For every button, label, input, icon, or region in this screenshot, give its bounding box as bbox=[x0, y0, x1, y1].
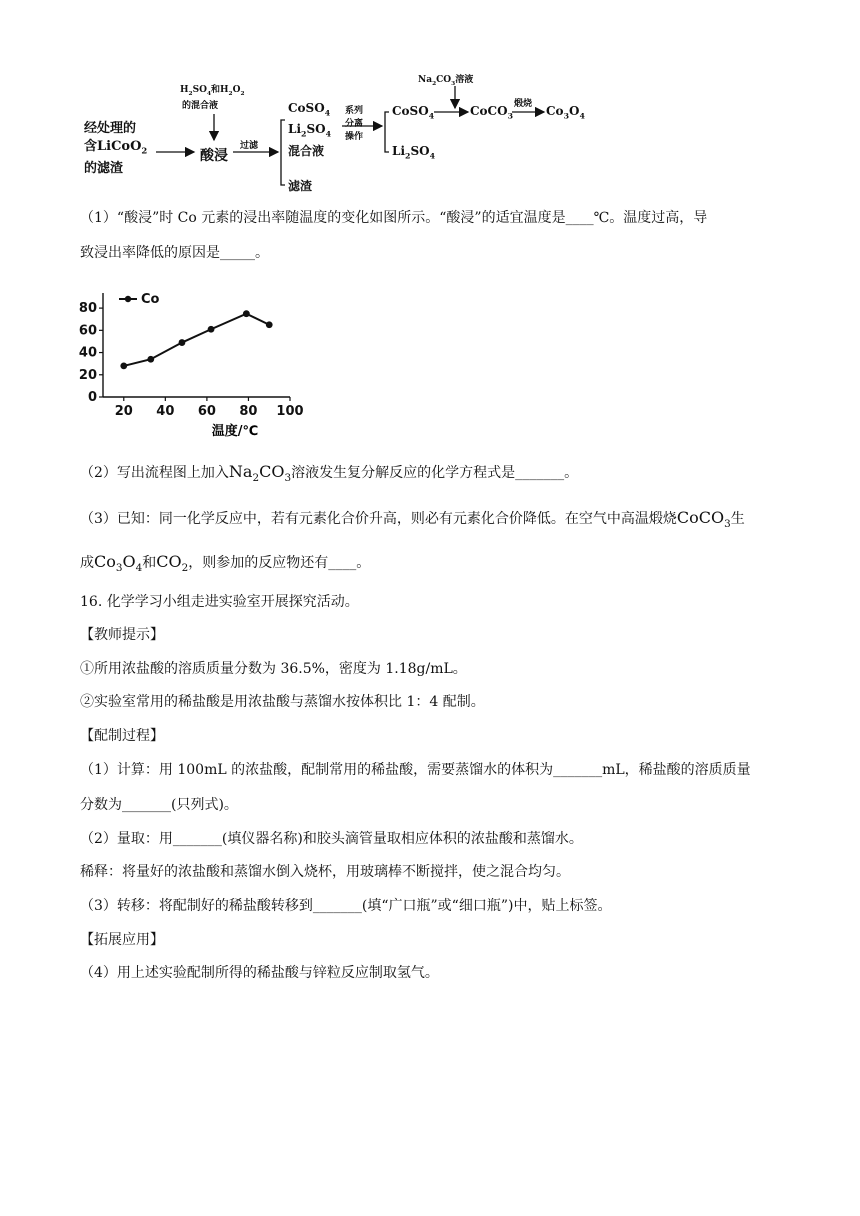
process-3: （3）转移：将配制好的稀盐酸转移到_______(填“广口瓶”或“细口瓶”)中，贴上标签。 bbox=[80, 898, 612, 914]
legend-marker bbox=[125, 296, 131, 302]
bracket-series-split bbox=[385, 112, 389, 152]
process-1a: （1）计算：用 100mL 的浓盐酸，配制常用的稀盐酸，需要蒸馏水的体积为_______mL，稀盐酸的溶质质量 bbox=[80, 762, 751, 778]
q3-line-1: （3）已知：同一化学反应中，若有元素化合价升高，则必有元素化合价降低。在空气中高温煅烧CoCO$_3$生 bbox=[80, 508, 745, 531]
chart-ticks bbox=[79, 301, 304, 419]
x-tick-label: 60 bbox=[197, 404, 216, 419]
flow-na2co3-reagent: $Na_2CO_3$溶液 bbox=[418, 75, 474, 87]
flow-mixture: CoSO$_4$ $Li_2SO_4$ 混合液 bbox=[288, 101, 331, 158]
chart-axes bbox=[103, 293, 290, 397]
q1-line-2: 致浸出率降低的原因是_____。 bbox=[80, 245, 269, 261]
x-tick-label: 80 bbox=[239, 404, 258, 419]
series-line-co bbox=[124, 314, 269, 366]
process-2: （2）量取：用_______(填仪器名称)和胶头滴管量取相应体积的浓盐酸和蒸馏水。 bbox=[80, 831, 583, 847]
bracket-filter-split bbox=[281, 120, 285, 185]
leach-rate-chart bbox=[75, 285, 315, 440]
heading-extension: 【拓展应用】 bbox=[80, 932, 164, 948]
flow-coso4: CoSO$_4$ bbox=[392, 104, 435, 121]
flow-calcine-label: 煅烧 bbox=[514, 99, 533, 109]
process-4: （4）用上述实验配制所得的稀盐酸与锌粒反应制取氢气。 bbox=[80, 965, 439, 981]
data-point bbox=[179, 339, 186, 346]
data-point bbox=[147, 356, 154, 363]
heading-teacher-tips: 【教师提示】 bbox=[80, 627, 164, 643]
heading-process: 【配制过程】 bbox=[80, 728, 164, 744]
y-tick-label: 20 bbox=[78, 367, 97, 383]
flow-series-op: 系列 分离 操作 bbox=[345, 106, 364, 142]
flow-residue: 滤渣 bbox=[288, 179, 313, 193]
x-tick-label: 100 bbox=[276, 404, 304, 419]
dilute-step: 稀释：将量好的浓盐酸和蒸馏水倒入烧杯，用玻璃棒不断搅拌，使之混合均匀。 bbox=[80, 864, 570, 880]
flow-start-material: 经处理的 含LiCoO$_2$ 的滤渣 bbox=[84, 121, 148, 176]
data-point bbox=[243, 310, 250, 317]
flow-coco3: CoCO$_3$ bbox=[470, 104, 513, 121]
flow-diagram bbox=[80, 70, 600, 200]
flow-arrows bbox=[80, 70, 600, 200]
y-tick-label: 0 bbox=[87, 390, 97, 405]
y-tick-label: 60 bbox=[78, 323, 97, 339]
x-tick-label: 40 bbox=[156, 404, 175, 419]
flow-li2so4: $Li_2SO_4$ bbox=[392, 144, 435, 161]
x-tick-label: 20 bbox=[114, 404, 133, 419]
flow-filter-label: 过滤 bbox=[240, 141, 259, 151]
data-point bbox=[208, 326, 215, 333]
q16-title: 16. 化学学习小组走进实验室开展探究活动。 bbox=[80, 594, 359, 610]
y-tick-label: 40 bbox=[78, 345, 97, 361]
q1-line-1: （1）“酸浸”时 Co 元素的浸出率随温度的变化如图所示。“酸浸”的适宜温度是____℃。温度过高，导 bbox=[80, 210, 708, 226]
data-point bbox=[120, 362, 127, 369]
chart-xlabel: 温度/℃ bbox=[211, 424, 259, 439]
tip-2: ②实验室常用的稀盐酸是用浓盐酸与蒸馏水按体积比 1：4 配制。 bbox=[80, 694, 485, 710]
flow-co3o4: $Co_3O_4$ bbox=[546, 104, 585, 121]
legend-label: Co bbox=[141, 292, 160, 307]
chart-series bbox=[120, 310, 272, 369]
process-1b: 分数为_______(只列式)。 bbox=[80, 797, 238, 813]
flow-acid-reagent: $H_2SO_4$和$H_2O_2$ 的混合液 bbox=[180, 85, 245, 111]
chart-legend bbox=[119, 292, 160, 307]
q3-line-2: 成$Co_3O_4$和$CO_2$，则参加的反应物还有____。 bbox=[80, 552, 371, 575]
tip-1: ①所用浓盐酸的溶质质量分数为 36.5%，密度为 1.18g/mL。 bbox=[80, 661, 467, 677]
data-point bbox=[266, 321, 273, 328]
y-tick-label: 80 bbox=[78, 301, 97, 317]
q2-line: （2）写出流程图上加入$Na_2CO_3$溶液发生复分解反应的化学方程式是_______。 bbox=[80, 462, 579, 485]
flow-acid-leach: 酸浸 bbox=[200, 148, 228, 164]
